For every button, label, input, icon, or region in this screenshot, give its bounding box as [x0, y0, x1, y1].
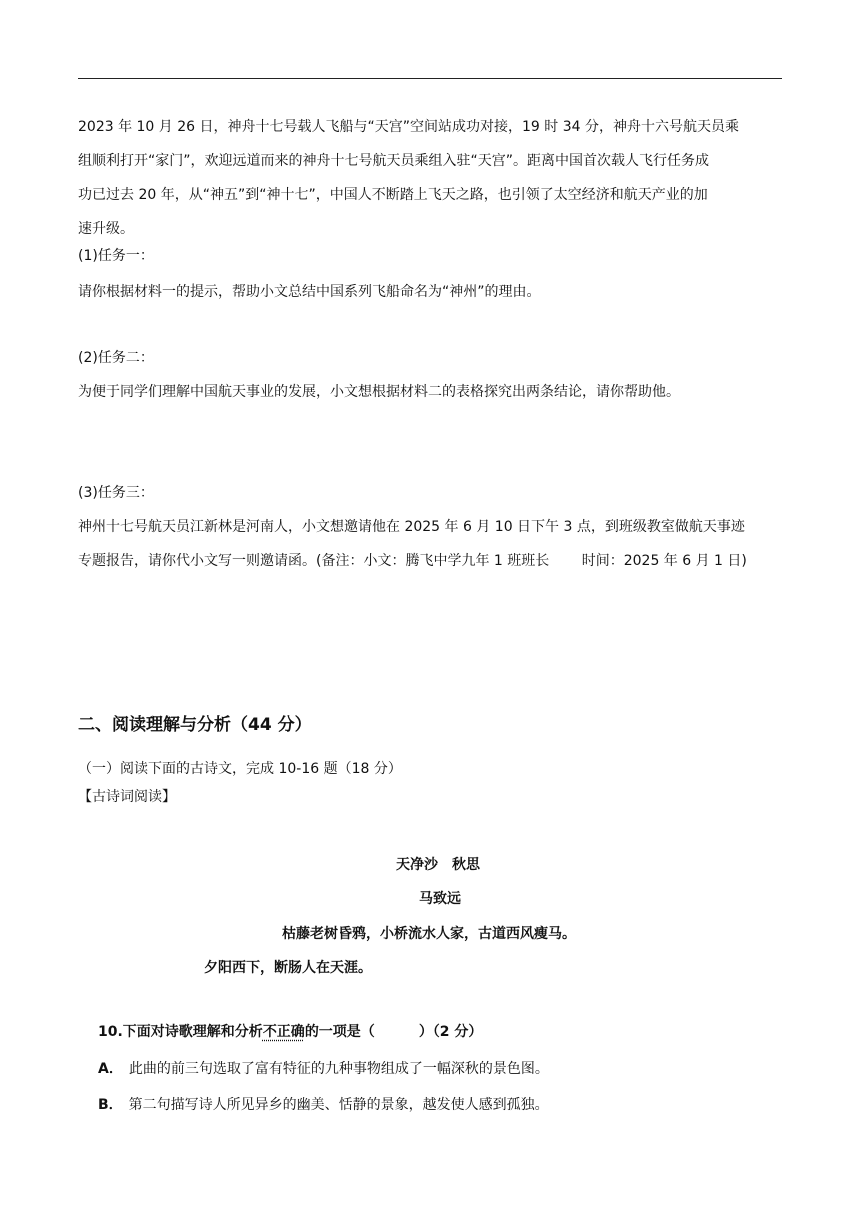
- task3-line: 神州十七号航天员江新林是河南人，小文想邀请他在 2025 年 6 月 10 日下午 3 点，到班级教室做航天事迹: [78, 519, 745, 535]
- emphasis-dotted: 不正确: [262, 1024, 305, 1040]
- task2-label: (2)任务二：: [78, 350, 154, 366]
- poem-line: 枯藤老树昏鸦，小桥流水人家，古道西风瘦马。: [282, 926, 576, 942]
- task1-text: 请你根据材料一的提示，帮助小文总结中国系列飞船命名为“神州”的理由。: [78, 284, 541, 300]
- section-bracket-label: 【古诗词阅读】: [78, 789, 176, 805]
- poem-line: 夕阳西下，断肠人在天涯。: [204, 960, 372, 976]
- option-b[interactable]: [98, 1094, 549, 1114]
- question-10-heading: [98, 1021, 482, 1041]
- section-subtitle: （一）阅读下面的古诗文，完成 10-16 题（18 分）: [78, 761, 402, 777]
- option-letter: B．: [98, 1097, 123, 1113]
- task2-text: 为便于同学们理解中国航天事业的发展，小文想根据材料二的表格探究出两条结论，请你帮助他。: [78, 384, 680, 400]
- task1-label: (1)任务一：: [78, 248, 154, 264]
- option-a[interactable]: [98, 1058, 549, 1078]
- poem-title: 天净沙 秋思: [396, 857, 480, 873]
- header-rule: [78, 78, 782, 79]
- intro-line: 功已过去 20 年，从“神五”到“神十七”，中国人不断踏上飞天之路，也引领了太空经济和航天产业的加: [78, 187, 708, 203]
- section-title: 二、阅读理解与分析（44 分）: [78, 715, 312, 735]
- option-text: 第二句描写诗人所见异乡的幽美、恬静的景象，越发使人感到孤独。: [128, 1097, 549, 1113]
- intro-line: 2023 年 10 月 26 日，神舟十七号载人飞船与“天宫”空间站成功对接，19 时 34 分，神舟十六号航天员乘: [78, 119, 739, 135]
- poem-author: 马致远: [419, 891, 461, 907]
- option-text: 此曲的前三句选取了富有特征的九种事物组成了一幅深秋的景色图。: [128, 1061, 549, 1077]
- intro-paragraph: [78, 110, 784, 246]
- intro-line: 速升级。: [78, 221, 134, 237]
- question-10-text: 10.下面对诗歌理解和分析: [98, 1024, 263, 1040]
- intro-line: 组顺利打开“家门”，欢迎远道而来的神舟十七号航天员乘组入驻“天宫”。距离中国首次载人飞行任务成: [78, 153, 710, 169]
- question-10-score: ）（2 分）: [418, 1024, 483, 1040]
- question-10-text: 的一项是（: [304, 1024, 375, 1040]
- option-letter: A．: [98, 1061, 123, 1077]
- task3-line: 专题报告，请你代小文写一则邀请函。(备注：小文：腾飞中学九年 1 班班长 时间：2025 年 6 月 1 日): [78, 553, 747, 569]
- task3-label: (3)任务三：: [78, 485, 154, 501]
